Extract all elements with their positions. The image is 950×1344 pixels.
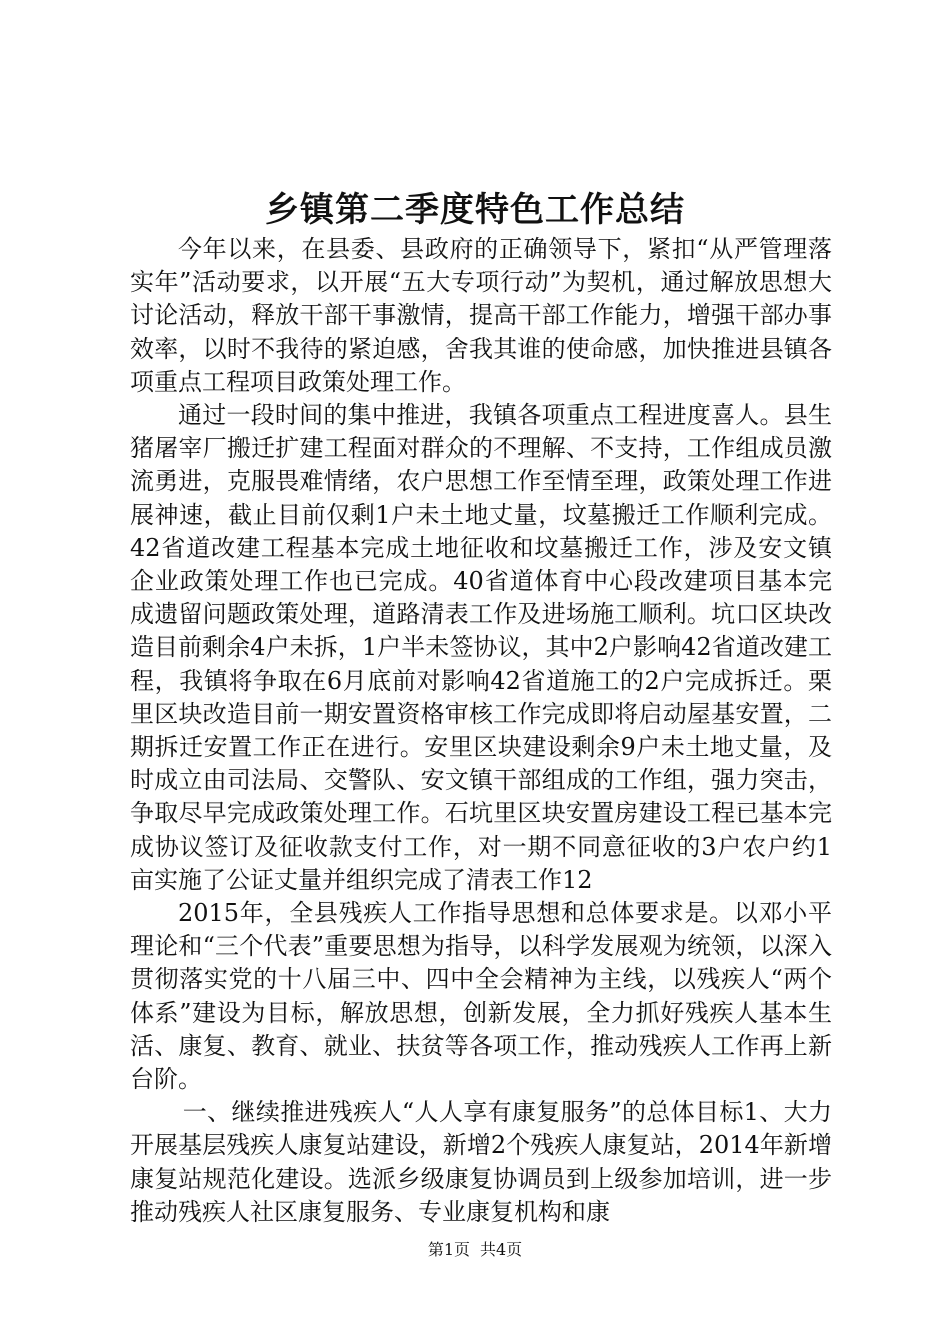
- paragraph-guiding-thought: 2015年，全县残疾人工作指导思想和总体要求是。以邓小平理论和“三个代表”重要思想为指导，以科学发展观为统领，以深入贯彻落实党的十八届三中、四中全会精神为主线，以残疾人“两个体系”建设为目标，解放思想，创新发展，全力抓好残疾人基本生活、康复、教育、就业、扶贫等各项工作，推动残疾人工作再上新台阶。: [130, 899, 832, 1094]
- document-body: [130, 233, 832, 1229]
- paragraph-project-progress: 通过一段时间的集中推进，我镇各项重点工程进度喜人。县生猪屠宰厂搬迁扩建工程面对群众的不理解、不支持，工作组成员激流勇进，克服畏难情绪，农户思想工作至情至理，政策处理工作进展神速，截止目前仅剩1户未土地丈量，坟墓搬迁工作顺利完成。42省道改建工程基本完成土地征收和坟墓搬迁工作，涉及安文镇企业政策处理工作也已完成。40省道体育中心段改建项目基本完成遗留问题政策处理，道路清表工作及进场施工顺利。坑口区块改造目前剩余4户未拆，1户半未签协议，其中2户影响42省道改建工程，我镇将争取在6月底前对影响42省道施工的2户完成拆迁。栗里区块改造目前一期安置资格审核工作完成即将启动屋基安置，二期拆迁安置工作正在进行。安里区块建设剩余9户未土地丈量，及时成立由司法局、交警队、安文镇干部组成的工作组，强力突击，争取尽早完成政策处理工作。石坑里区块安置房建设工程已基本完成协议签订及征收款支付工作，对一期不同意征收的3户农户约1亩实施了公证丈量并组织完成了清表工作12: [130, 401, 832, 894]
- paragraph-rehab-goal: 一、继续推进残疾人“人人享有康复服务”的总体目标1、大力开展基层残疾人康复站建设，新增2个残疾人康复站，2014年新增康复站规范化建设。选派乡级康复协调员到上级参加培训，进一步推动残疾人社区康复服务、专业康复机构和康: [130, 1098, 832, 1226]
- page-total: 共4页: [480, 1240, 523, 1259]
- page-footer: [0, 1238, 950, 1262]
- paragraph-intro: 今年以来，在县委、县政府的正确领导下，紧扣“从严管理落实年”活动要求，以开展“五大专项行动”为契机，通过解放思想大讨论活动，释放干部干事激情，提高干部工作能力，增强干部办事效率，以时不我待的紧迫感，舍我其谁的使命感，加快推进县镇各项重点工程项目政策处理工作。: [130, 235, 832, 396]
- page-number: 第1页: [427, 1240, 470, 1259]
- document-title: 乡镇第二季度特色工作总结: [265, 190, 685, 230]
